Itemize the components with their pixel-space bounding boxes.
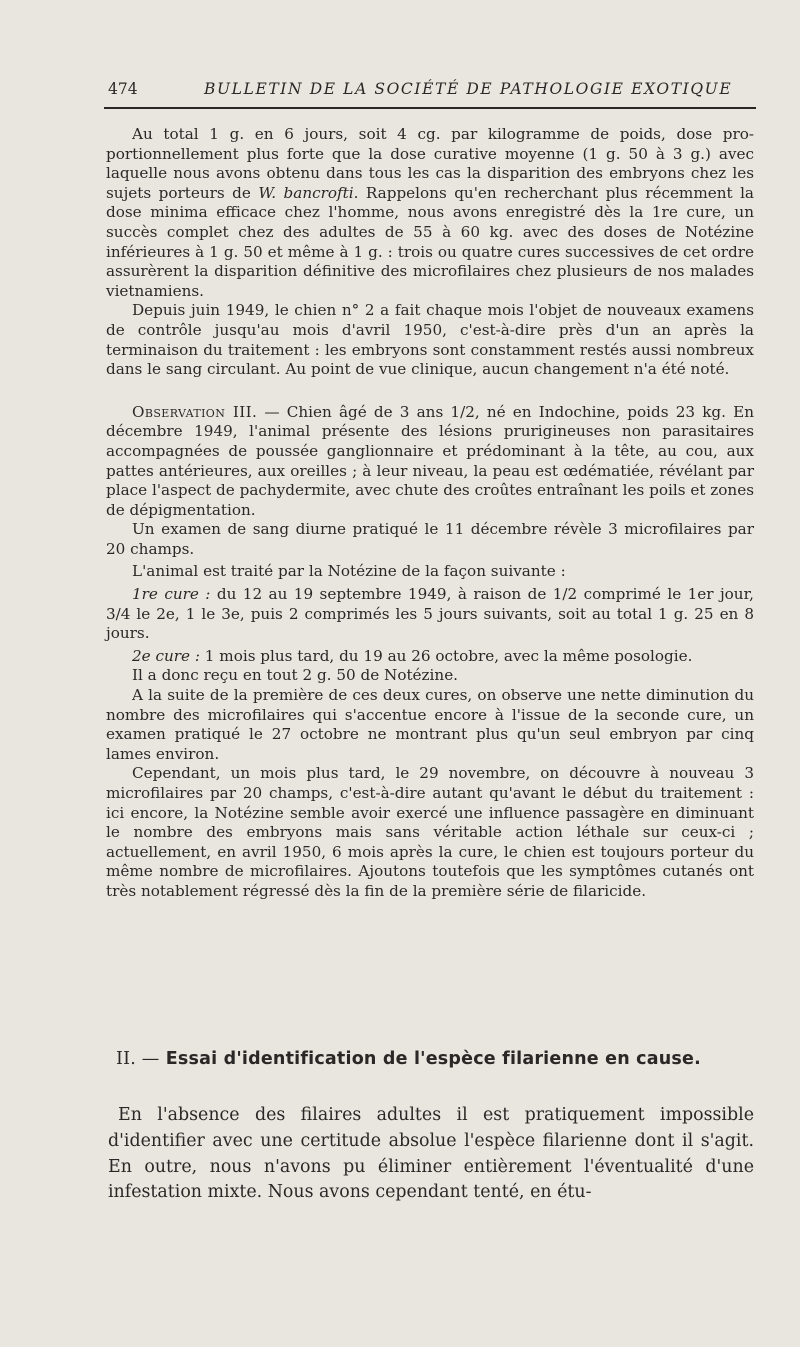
observation-paragraph: Observation III. — Chien âgé de 3 ans 1/2, né en Indochine, poids 23 kg. En décembre 1949, l'animal présente des lésions prurigineuses non parasitaires accompagnées de poussée ganglionnaire et prédominant à la tête, au cou, aux pattes antérieures, aux oreilles ; à leur niveau, la peau est œdématiée, révélant par place l'aspect de pachydermite, avec chute des croûtes entraînant les poils et zones de dépigmentation. (106, 402, 754, 519)
paragraph: Au total 1 g. en 6 jours, soit 4 cg. par kilogramme de poids, dose proportionnellement plus forte que la dose curative moyenne (1 g. 50 à 3 g.) avec laquelle nous avons obtenu dans tous les cas la disparition des embryons chez les sujets porteurs de W. bancrofti. Rappelons qu'en recherchant plus récemment la dose minima efficace chez l'homme, nous avons enregistré dès la 1re cure, un succès complet chez des adultes de 55 à 60 kg. avec des doses de Notézine inférieures à 1 g. 50 et même à 1 g. : trois ou quatre cures successives de cet ordre assurèrent la disparition définitive des microfilaires chez plusieurs de nos malades vietnamiens. (106, 125, 754, 300)
header-rule (104, 107, 756, 109)
body-text (106, 125, 754, 902)
paragraph: En l'absence des filaires adultes il est pratiquement impossible d'identifier avec une certitude absolue l'espèce filarienne dont il s'agit. En outre, nous n'avons pu éliminer entièrement l'éventualité d'une infestation mixte. Nous avons cependant tenté, en étu- (108, 1105, 754, 1203)
observation-heading: Observation III. (132, 402, 258, 421)
section-heading (116, 1049, 756, 1069)
paragraph: A la suite de la première de ces deux cures, on observe une nette diminution du nombre des microfilaires qui s'accentue encore à l'issue de la seconde cure, un examen pratiqué le 27 octobre ne montrant plus qu'un seul embryon par cinq lames environ. (106, 686, 754, 763)
paragraph: Il a donc reçu en tout 2 g. 50 de Notézine. (132, 666, 459, 685)
paragraph: Cependant, un mois plus tard, le 29 novembre, on découvre à nouveau 3 microfilaires par 20 champs, c'est-à-dire autant qu'avant le début du traitement : ici encore, la Notézine semble avoir exercé une influence passagère en diminuant le nombre des embryons mais sans véritable action léthale sur ceux-ci ; actuellement, en avril 1950, 6 mois après la cure, le chien est toujours porteur du même nombre de microfilaires. Ajoutons toutefois que les symptômes cutanés ont très notablement régressé dès la fin de la première série de filaricide. (106, 764, 754, 900)
section-body (108, 1103, 754, 1206)
paragraph: L'animal est traité par la Notézine de la façon suivante : (132, 562, 566, 581)
section-number: II. — (116, 1049, 160, 1069)
section-title: Essai d'identification de l'espèce filarienne en cause. (165, 1049, 701, 1069)
running-title: BULLETIN DE LA SOCIÉTÉ DE PATHOLOGIE EXOTIQUE (204, 80, 733, 98)
page-header (108, 78, 758, 104)
paragraph: Depuis juin 1949, le chien n° 2 a fait chaque mois l'objet de nouveaux examens de contrôle jusqu'au mois d'avril 1950, c'est-à-dire près d'un an après la terminaison du traitement : les embryons sont constamment restés aussi nombreux dans le sang circulant. Au point de vue clinique, aucun changement n'a été noté. (106, 301, 754, 379)
paragraph: Un examen de sang diurne pratiqué le 11 décembre révèle 3 microfilaires par 20 champs. (106, 520, 754, 558)
paragraph: 1re cure : du 12 au 19 septembre 1949, à raison de 1/2 comprimé le 1er jour, 3/4 le 2e, 1 le 3e, puis 2 comprimés les 5 jours suivants, soit au total 1 g. 25 en 8 jours. (106, 585, 754, 643)
cure-label: 2e cure : (132, 646, 200, 665)
paragraph: 2e cure : 1 mois plus tard, du 19 au 26 octobre, avec la même posologie. (132, 646, 693, 665)
page-number: 474 (108, 80, 138, 98)
species-name: W. bancrofti (258, 183, 354, 202)
cure-label: 1re cure : (132, 585, 211, 604)
